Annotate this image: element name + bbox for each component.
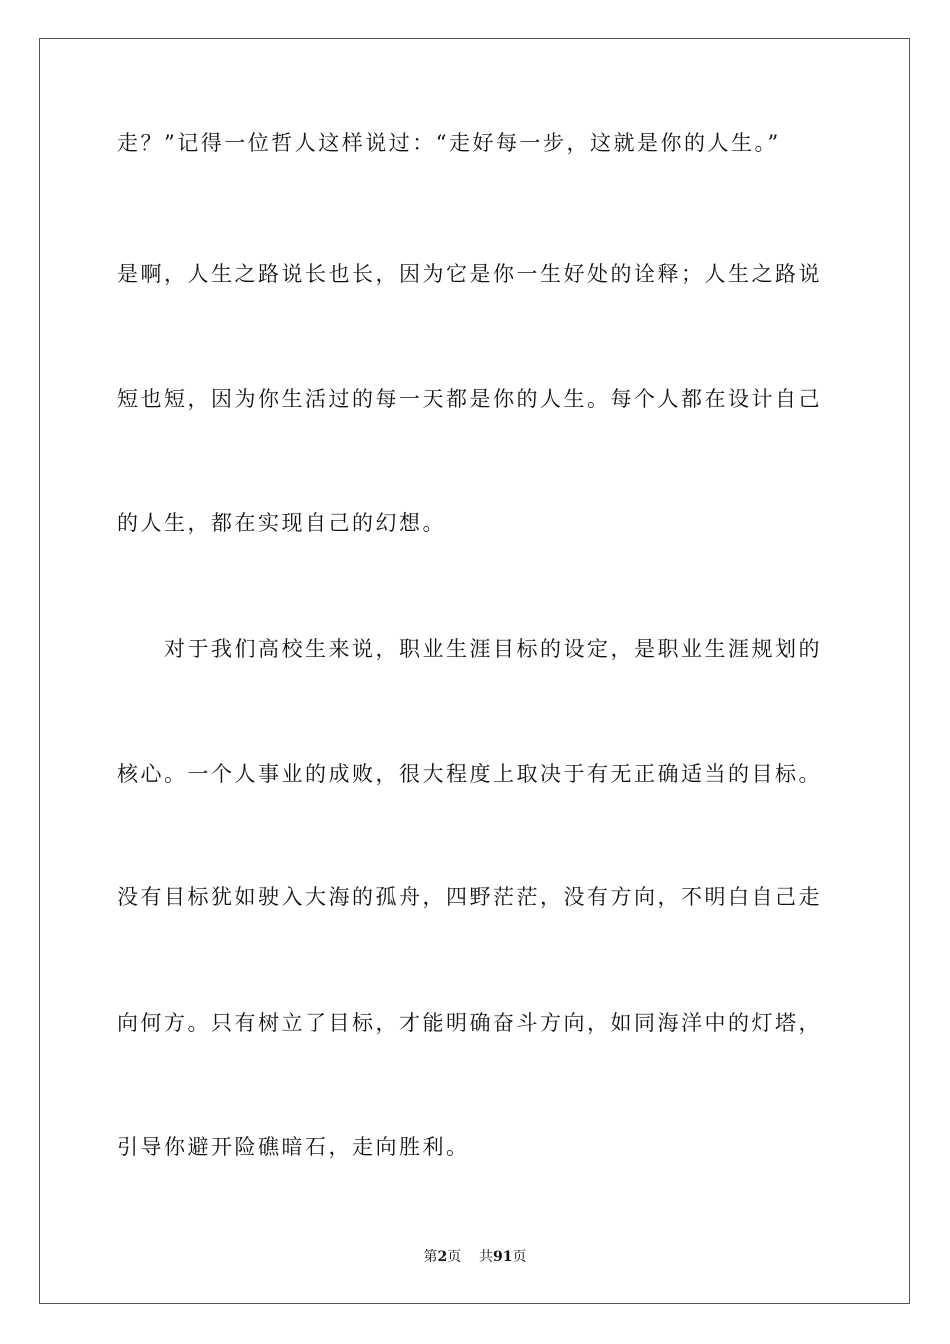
body-text-line-4: 的人生，都在实现自己的幻想。 — [117, 511, 446, 535]
page-border — [39, 38, 910, 1304]
body-text-line-7: 没有目标犹如驶入大海的孤舟，四野茫茫，没有方向，不明白自己走 — [117, 885, 822, 909]
body-text-line-9: 引导你避开险礁暗石，走向胜利。 — [117, 1135, 470, 1159]
body-text-line-6: 核心。一个人事业的成败，很大程度上取决于有无正确适当的目标。 — [117, 762, 822, 786]
body-text-line-3: 短也短，因为你生活过的每一天都是你的人生。每个人都在设计自己 — [117, 387, 822, 411]
footer-total-suffix: 页 — [512, 1249, 527, 1265]
body-text-line-2: 是啊，人生之路说长也长，因为它是你一生好处的诠释；人生之路说 — [117, 262, 822, 286]
footer-total-pages: 91 — [493, 1249, 513, 1265]
footer-page-prefix: 第 — [423, 1249, 438, 1265]
footer-total-prefix: 共 — [479, 1249, 494, 1265]
body-text-line-8: 向何方。只有树立了目标，才能明确奋斗方向，如同海洋中的灯塔， — [117, 1011, 822, 1035]
body-text-line-5: 对于我们高校生来说，职业生涯目标的设定，是职业生涯规划的 — [117, 637, 822, 661]
page-footer — [0, 1248, 950, 1266]
footer-page-suffix: 页 — [447, 1249, 462, 1265]
body-text-line-1: 走？”记得一位哲人这样说过：“走好每一步，这就是你的人生。” — [117, 131, 781, 155]
footer-page-number: 2 — [437, 1249, 448, 1265]
